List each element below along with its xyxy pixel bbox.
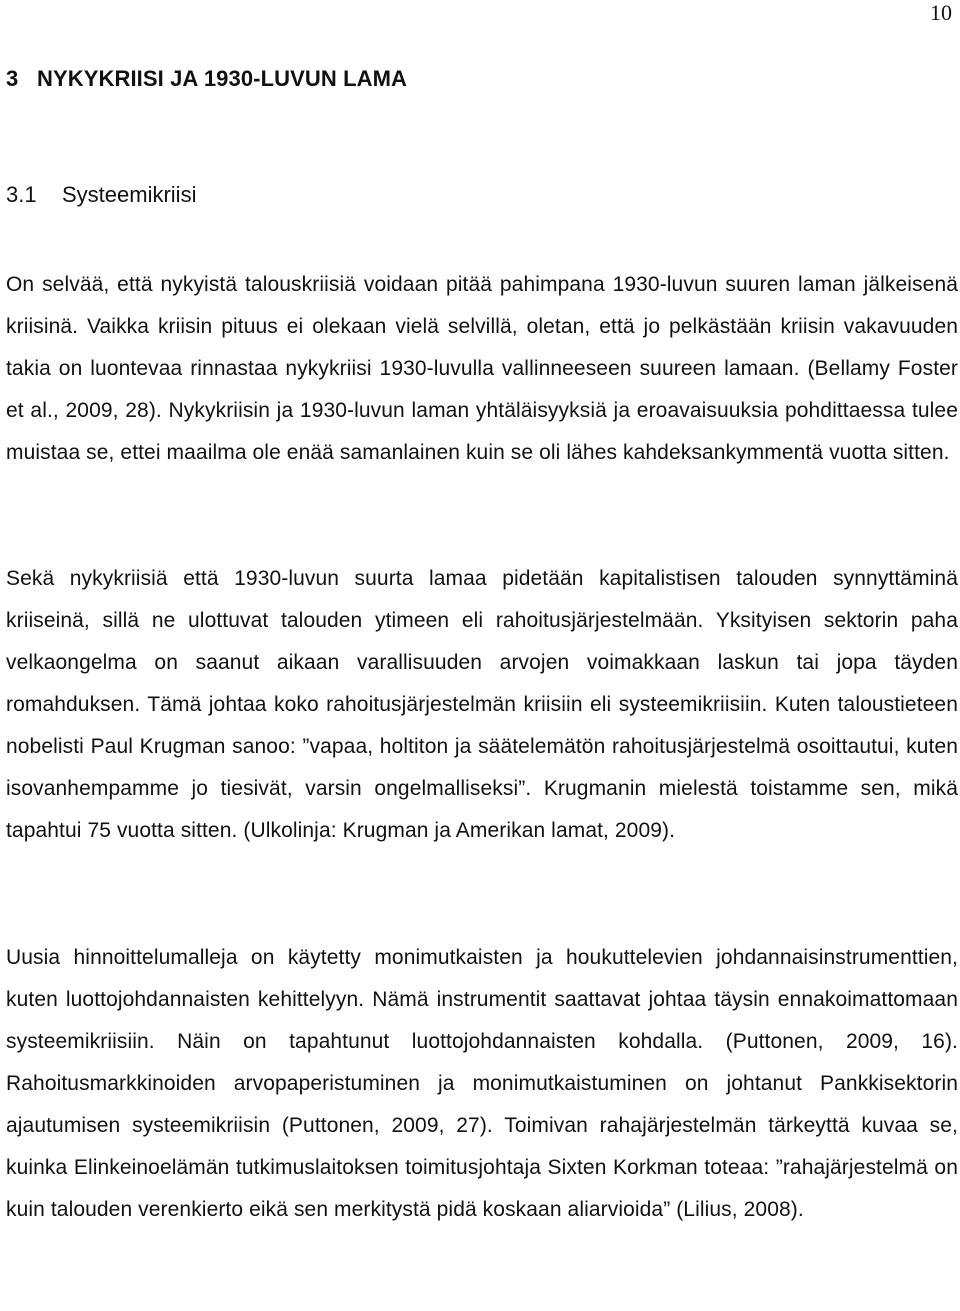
- page-number: 10: [930, 0, 952, 25]
- section-number: 3.1: [6, 182, 37, 207]
- body-paragraph-2: Sekä nykykriisiä että 1930-luvun suurta lamaa pidetään kapitalistisen talouden synnyttäminä kriiseinä, sillä ne ulottuvat talouden ytimeen eli rahoitusjärjestelmään. Yksityisen sektorin paha velkaongelma on saanut aikaan varallisuuden arvojen voimakkaan laskun tai jopa täyden romahduksen. Tämä johtaa koko rahoitusjärjestelmän kriisiin eli systeemikriisiin. Kuten taloustieteen nobelisti Paul Krugman sanoo: ”vapaa, holtiton ja säätelemätön rahoitusjärjestelmä osoittautui, kuten isovanhempamme jo tiesivät, varsin ongelmalliseksi”. Krugmanin mielestä toistamme sen, mikä tapahtui 75 vuotta sitten. (Ulkolinja: Krugman ja Amerikan lamat, 2009).: [6, 567, 958, 842]
- body-paragraph-3: Uusia hinnoittelumalleja on käytetty monimutkaisten ja houkuttelevien johdannaisinstrumenttien, kuten luottojohdannaisten kehittelyyn. Nämä instrumentit saattavat johtaa täysin ennakoimattomaan systeemikriisiin. Näin on tapahtunut luottojohdannaisten kohdalla. (Puttonen, 2009, 16). Rahoitusmarkkinoiden arvopaperistuminen ja monimutkaistuminen on johtanut Pankkisektorin ajautumisen systeemikriisin (Puttonen, 2009, 27). Toimivan rahajärjestelmän tärkeyttä kuvaa se, kuinka Elinkeinoelämän tutkimuslaitoksen toimitusjohtaja Sixten Korkman toteaa: ”rahajärjestelmä on kuin talouden verenkierto eikä sen merkitystä pidä koskaan aliarvioida” (Lilius, 2008).: [6, 946, 958, 1221]
- body-paragraph-1: On selvää, että nykyistä talouskriisiä voidaan pitää pahimpana 1930-luvun suuren laman jälkeisenä kriisinä. Vaikka kriisin pituus ei olekaan vielä selvillä, oletan, että jo pelkästään kriisin vakavuuden takia on luontevaa rinnastaa nykykriisi 1930-luvulla vallinneeseen suureen lamaan. (Bellamy Foster et al., 2009, 28). Nykykriisin ja 1930-luvun laman yhtäläisyyksiä ja eroavaisuuksia pohdittaessa tulee muistaa se, ettei maailma ole enää samanlainen kuin se oli lähes kahdeksankymmentä vuotta sitten.: [6, 273, 958, 464]
- section-heading: [6, 180, 196, 210]
- chapter-heading: 3 NYKYKRIISI JA 1930-LUVUN LAMA: [6, 66, 408, 91]
- section-title: Systeemikriisi: [62, 182, 197, 207]
